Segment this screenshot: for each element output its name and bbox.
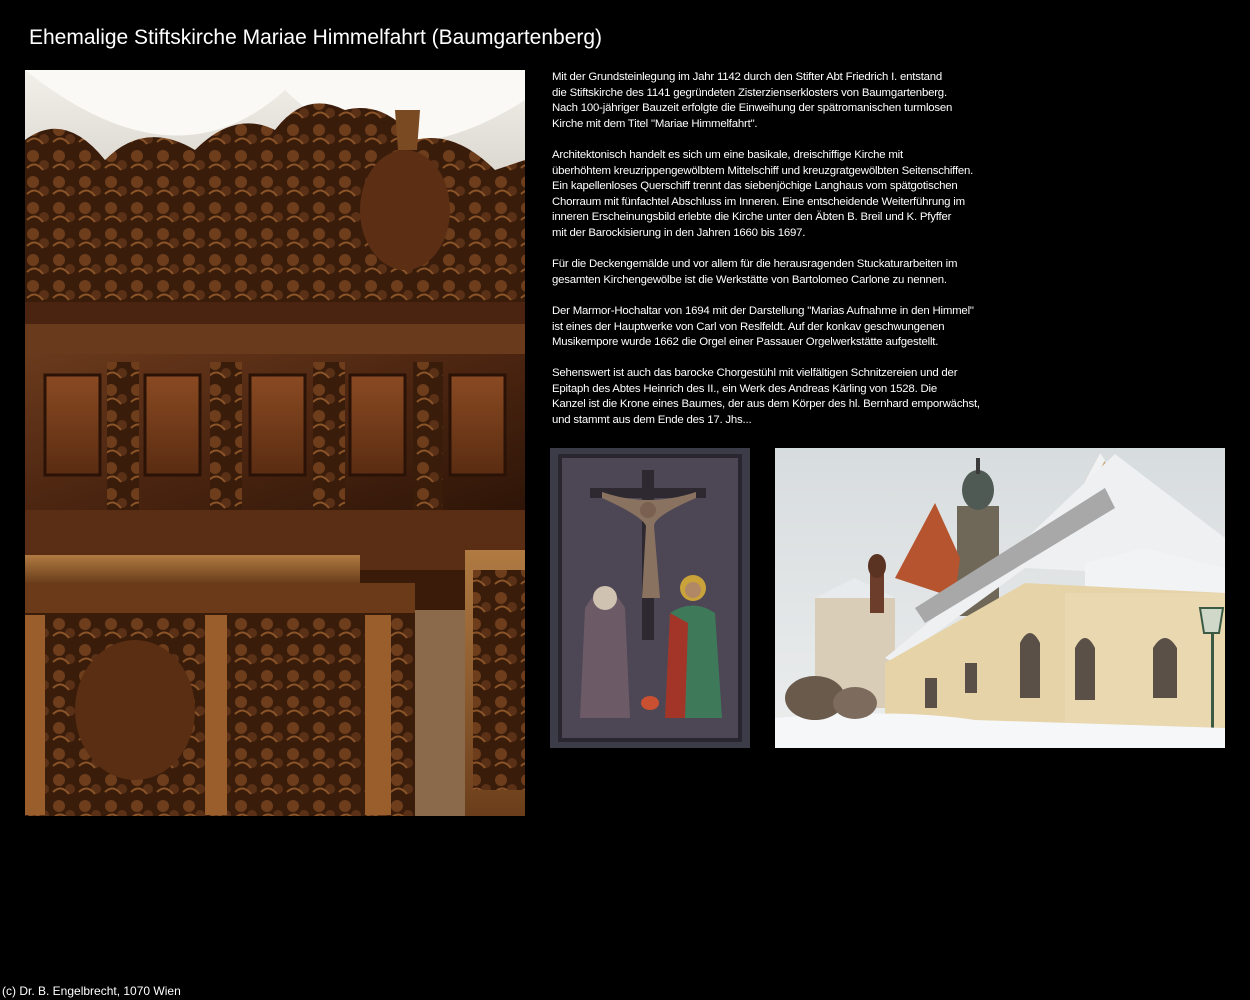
church-exterior-photo[interactable]	[775, 448, 1225, 748]
description-paragraph-architecture: Architektonisch handelt es sich um eine basikale, dreischiffige Kirche mit überhöhtem kreuzrippengewölbtem Mittelschiff und kreuzgratgewölbten Seitenschiffen. Ein kapellenloses Querschiff trennt das siebenjöchige Langhaus vom spätgotischen Chorraum mit fünfachtel Abschluss im Inneren. Eine entscheidende Weiterführung im inneren Erscheinungsbild erlebte die Kirche unter den Äbten B. Breil und K. Pfyffer mit der Barockisierung in den Jahren 1660 bis 1697.	[552, 148, 974, 239]
church-exterior-image	[775, 448, 1225, 748]
copyright-footer: (c) Dr. B. Engelbrecht, 1070 Wien	[2, 984, 181, 998]
page-title: Ehemalige Stiftskirche Mariae Himmelfahrt (Baumgartenberg)	[29, 26, 603, 49]
description-paragraph-ceiling: Für die Deckengemälde und vor allem für die herausragenden Stuckaturarbeiten im gesamten Kirchengewölbe ist die Werkstätte von Bartolomeo Carlone zu nennen.	[552, 258, 958, 286]
description-text	[552, 70, 1032, 444]
description-paragraph-altar: Der Marmor-Hochaltar von 1694 mit der Darstellung "Marias Aufnahme in den Himmel" ist eines der Hauptwerke von Carl von Reslfeldt. Auf der konkav geschwungenen Musikempore wurde 1662 die Orgel einer Passauer Orgelwerkstätte aufgestellt.	[552, 304, 974, 349]
choir-stalls-photo[interactable]	[25, 70, 525, 816]
epitaph-photo[interactable]	[550, 448, 750, 748]
description-paragraph-choir: Sehenswert ist auch das barocke Chorgestühl mit vielfältigen Schnitzereien und der Epitaph des Abtes Heinrich des II., ein Werk des Andreas Kärling von 1528. Die Kanzel ist die Krone eines Baumes, der aus dem Körper des hl. Bernhard emporwächst, und stammt aus dem Ende des 17. Jhs...	[552, 367, 980, 427]
choir-stalls-image	[25, 70, 525, 816]
description-paragraph-founding: Mit der Grundsteinlegung im Jahr 1142 durch den Stifter Abt Friedrich I. entstand die Stiftskirche des 1141 gegründeten Zisterzienserklosters von Baumgartenberg. Nach 100-jähriger Bauzeit erfolgte die Einweihung der spätromanischen turmlosen Kirche mit dem Titel "Mariae Himmelfahrt".	[552, 71, 953, 130]
epitaph-image	[550, 448, 750, 748]
